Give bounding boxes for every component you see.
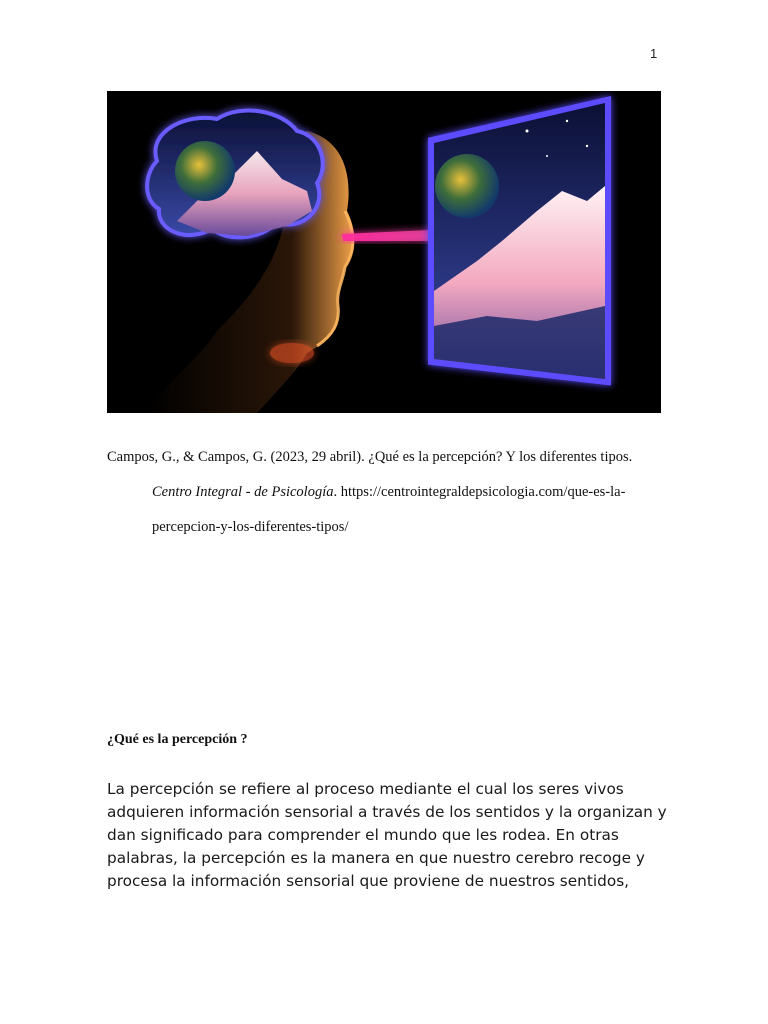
citation-line-3: percepcion-y-los-diferentes-tipos/ bbox=[152, 519, 349, 535]
body-line: La percepción se refiere al proceso mediante el cual los seres vivos bbox=[107, 780, 624, 798]
body-paragraph bbox=[107, 778, 669, 893]
citation-url-part: . https://centrointegraldepsicologia.com/que-es-la- bbox=[333, 484, 626, 500]
body-line: dan significado para comprender el mundo que les rodea. En otras bbox=[107, 826, 619, 844]
body-line: procesa la información sensorial que proviene de nuestros sentidos, bbox=[107, 872, 630, 890]
earth-in-brain bbox=[175, 141, 235, 201]
body-line: palabras, la percepción es la manera en que nuestro cerebro recoge y bbox=[107, 849, 645, 867]
framed-scene bbox=[432, 101, 607, 381]
citation-line-1: Campos, G., & Campos, G. (2023, 29 abril). ¿Qué es la percepción? Y los diferentes tipos. bbox=[107, 449, 633, 465]
section-heading: ¿Qué es la percepción ? bbox=[107, 732, 248, 747]
citation-source: Centro Integral - de Psicología bbox=[152, 484, 334, 500]
earth-in-frame bbox=[435, 154, 499, 218]
page-number: 1 bbox=[650, 46, 658, 61]
perception-illustration bbox=[107, 91, 661, 413]
body-line: adquieren información sensorial a través de los sentidos y la organizan y bbox=[107, 803, 667, 821]
reference-citation bbox=[107, 440, 667, 545]
citation-line-2 bbox=[107, 475, 667, 510]
